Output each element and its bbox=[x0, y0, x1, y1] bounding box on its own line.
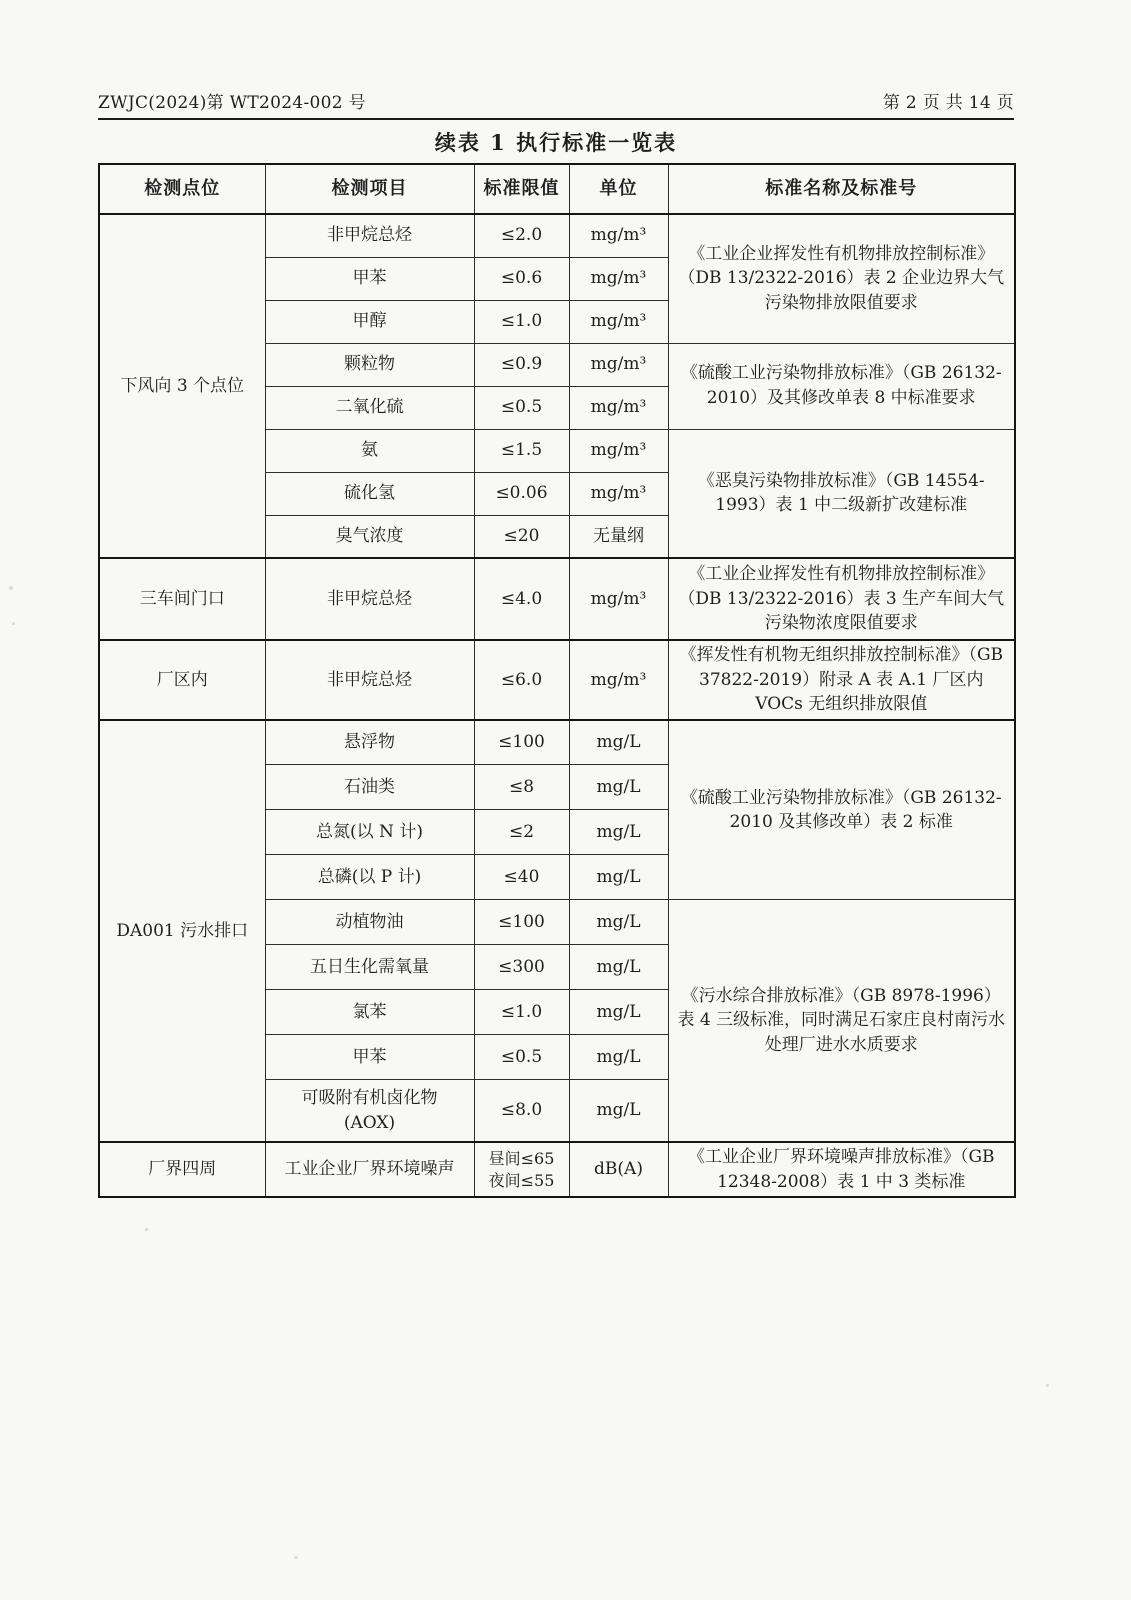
point-cell: 下风向 3 个点位 bbox=[99, 214, 265, 558]
item-text: 可吸附有机卤化物 bbox=[301, 1088, 438, 1109]
unit-cell: dB(A) bbox=[569, 1142, 668, 1197]
standard-cell: 《硫酸工业污染物排放标准》（GB 26132-2010）及其修改单表 8 中标准要求 bbox=[668, 343, 1015, 429]
item-cell: 工业企业厂界环境噪声 bbox=[265, 1142, 474, 1197]
table-row bbox=[99, 640, 1015, 720]
item-cell: 悬浮物 bbox=[265, 720, 474, 765]
item-cell: 颗粒物 bbox=[265, 343, 474, 386]
item-text-line2: (AOX) bbox=[343, 1112, 396, 1133]
limit-cell: ≤1.5 bbox=[474, 429, 569, 472]
item-cell: 二氧化硫 bbox=[265, 386, 474, 429]
col-header-unit: 单位 bbox=[569, 164, 668, 214]
item-cell: 臭气浓度 bbox=[265, 515, 474, 558]
item-cell: 非甲烷总烃 bbox=[265, 214, 474, 257]
limit-cell: ≤4.0 bbox=[474, 558, 569, 640]
item-cell: 动植物油 bbox=[265, 900, 474, 945]
standard-cell: 《工业企业厂界环境噪声排放标准》（GB 12348-2008）表 1 中 3 类标准 bbox=[668, 1142, 1015, 1197]
table-title: 续表 1 执行标准一览表 bbox=[434, 130, 678, 155]
limit-night: 夜间≤55 bbox=[488, 1170, 555, 1190]
item-cell: 总氮(以 N 计) bbox=[265, 810, 474, 855]
unit-cell: mg/m³ bbox=[569, 214, 668, 257]
scan-speck bbox=[1046, 1384, 1049, 1387]
unit-cell: mg/L bbox=[569, 945, 668, 990]
unit-cell: 无量纲 bbox=[569, 515, 668, 558]
item-cell: 氨 bbox=[265, 429, 474, 472]
scan-speck bbox=[145, 1228, 148, 1231]
scan-speck bbox=[12, 622, 15, 625]
item-cell: 石油类 bbox=[265, 765, 474, 810]
unit-cell: mg/L bbox=[569, 990, 668, 1035]
table-row bbox=[99, 558, 1015, 640]
point-cell: 厂区内 bbox=[99, 640, 265, 720]
limit-cell: ≤300 bbox=[474, 945, 569, 990]
scan-speck bbox=[294, 1556, 298, 1559]
standard-cell: 《硫酸工业污染物排放标准》（GB 26132-2010 及其修改单）表 2 标准 bbox=[668, 720, 1015, 900]
table-row bbox=[99, 214, 1015, 257]
table-row bbox=[99, 1142, 1015, 1197]
unit-cell: mg/L bbox=[569, 810, 668, 855]
unit-cell: mg/m³ bbox=[569, 386, 668, 429]
point-cell: DA001 污水排口 bbox=[99, 720, 265, 1142]
point-cell: 三车间门口 bbox=[99, 558, 265, 640]
limit-cell: ≤40 bbox=[474, 855, 569, 900]
unit-cell: mg/L bbox=[569, 1035, 668, 1080]
col-header-item: 检测项目 bbox=[265, 164, 474, 214]
limit-cell: ≤2 bbox=[474, 810, 569, 855]
item-cell: 氯苯 bbox=[265, 990, 474, 1035]
limit-cell: ≤0.5 bbox=[474, 386, 569, 429]
unit-cell: mg/L bbox=[569, 720, 668, 765]
limit-cell: ≤100 bbox=[474, 900, 569, 945]
standards-table bbox=[98, 163, 1016, 1198]
col-header-point: 检测点位 bbox=[99, 164, 265, 214]
unit-cell: mg/m³ bbox=[569, 472, 668, 515]
limit-cell: ≤0.5 bbox=[474, 1035, 569, 1080]
limit-cell: ≤0.6 bbox=[474, 257, 569, 300]
standard-cell: 《污水综合排放标准》（GB 8978-1996）表 4 三级标准，同时满足石家庄良村南污水处理厂进水水质要求 bbox=[668, 900, 1015, 1142]
limit-cell bbox=[474, 1142, 569, 1197]
standard-cell: 《工业企业挥发性有机物排放控制标准》（DB 13/2322-2016）表 3 生产车间大气污染物浓度限值要求 bbox=[668, 558, 1015, 640]
item-cell: 总磷(以 P 计) bbox=[265, 855, 474, 900]
standard-cell: 《工业企业挥发性有机物排放控制标准》（DB 13/2322-2016）表 2 企业边界大气污染物排放限值要求 bbox=[668, 214, 1015, 343]
item-cell bbox=[265, 1080, 474, 1142]
unit-cell: mg/L bbox=[569, 1080, 668, 1142]
table-header-row bbox=[99, 164, 1015, 214]
limit-cell: ≤2.0 bbox=[474, 214, 569, 257]
unit-cell: mg/m³ bbox=[569, 343, 668, 386]
unit-cell: mg/m³ bbox=[569, 300, 668, 343]
item-cell: 非甲烷总烃 bbox=[265, 640, 474, 720]
limit-cell: ≤100 bbox=[474, 720, 569, 765]
limit-cell: ≤1.0 bbox=[474, 300, 569, 343]
item-cell: 甲苯 bbox=[265, 257, 474, 300]
unit-cell: mg/m³ bbox=[569, 429, 668, 472]
item-cell: 甲醇 bbox=[265, 300, 474, 343]
page-header bbox=[98, 88, 1014, 120]
item-cell: 非甲烷总烃 bbox=[265, 558, 474, 640]
col-header-standard: 标准名称及标准号 bbox=[668, 164, 1015, 214]
page-number-indicator: 第 2 页 共 14 页 bbox=[882, 93, 1014, 113]
unit-cell: mg/m³ bbox=[569, 257, 668, 300]
limit-cell: ≤20 bbox=[474, 515, 569, 558]
limit-cell: ≤0.06 bbox=[474, 472, 569, 515]
col-header-limit: 标准限值 bbox=[474, 164, 569, 214]
standard-cell: 《挥发性有机物无组织排放控制标准》（GB 37822-2019）附录 A 表 A.1 厂区内 VOCs 无组织排放限值 bbox=[668, 640, 1015, 720]
document-number: ZWJC(2024)第 WT2024-002 号 bbox=[98, 93, 366, 113]
limit-cell: ≤8 bbox=[474, 765, 569, 810]
scan-speck bbox=[9, 586, 13, 590]
standard-cell: 《恶臭污染物排放标准》（GB 14554-1993）表 1 中二级新扩改建标准 bbox=[668, 429, 1015, 558]
point-cell: 厂界四周 bbox=[99, 1142, 265, 1197]
item-cell: 甲苯 bbox=[265, 1035, 474, 1080]
limit-day: 昼间≤65 bbox=[488, 1148, 555, 1168]
table-row bbox=[99, 720, 1015, 765]
unit-cell: mg/L bbox=[569, 765, 668, 810]
unit-cell: mg/m³ bbox=[569, 640, 668, 720]
limit-cell: ≤1.0 bbox=[474, 990, 569, 1035]
item-cell: 五日生化需氧量 bbox=[265, 945, 474, 990]
unit-cell: mg/L bbox=[569, 855, 668, 900]
limit-cell: ≤6.0 bbox=[474, 640, 569, 720]
unit-cell: mg/L bbox=[569, 900, 668, 945]
limit-cell: ≤8.0 bbox=[474, 1080, 569, 1142]
limit-cell: ≤0.9 bbox=[474, 343, 569, 386]
item-cell: 硫化氢 bbox=[265, 472, 474, 515]
unit-cell: mg/m³ bbox=[569, 558, 668, 640]
